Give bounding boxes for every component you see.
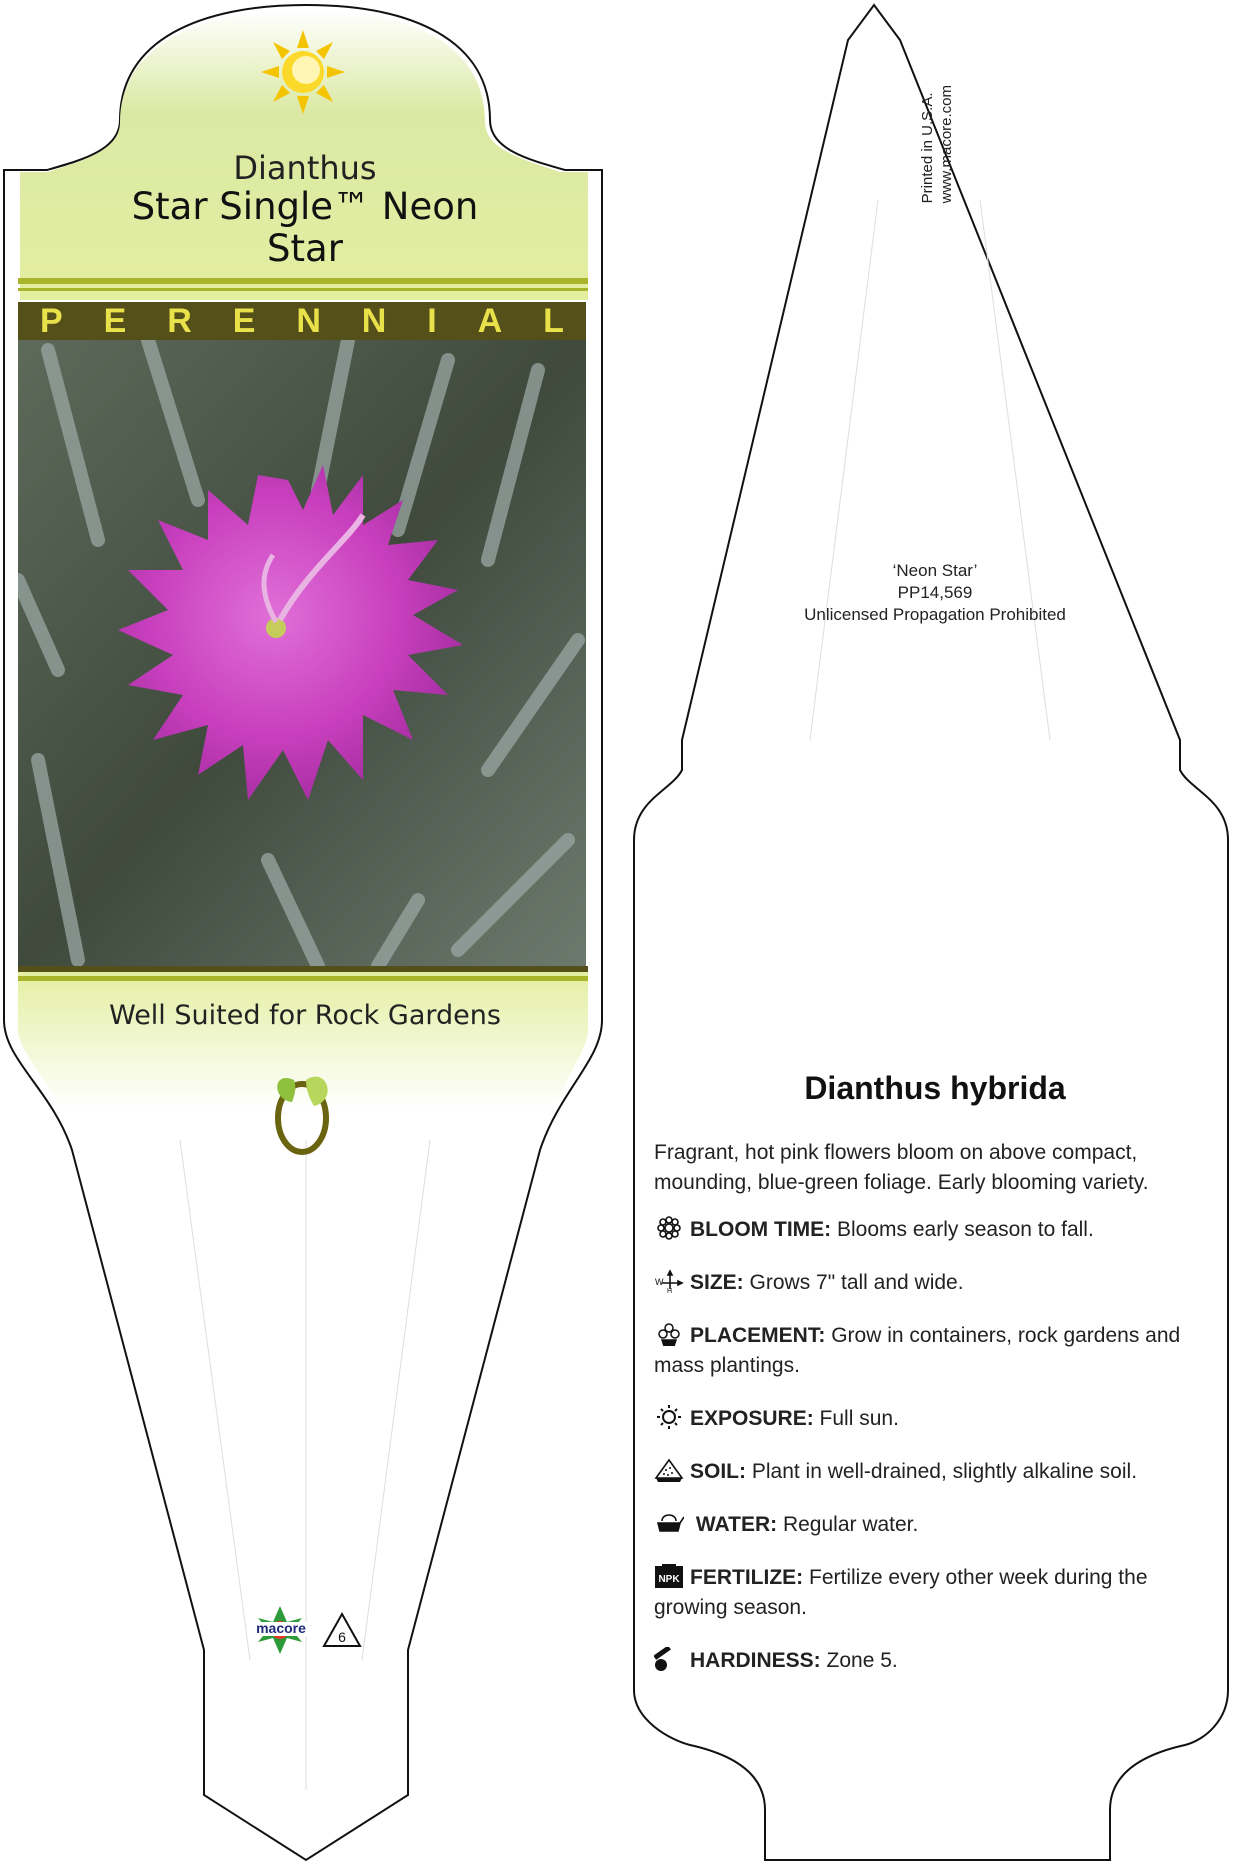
category-letter: N <box>361 301 387 340</box>
category-letter: N <box>296 301 321 340</box>
attr-label: FERTILIZE: <box>690 1566 804 1589</box>
cultivar-name-line2: Star <box>267 227 343 270</box>
attr-soil <box>654 1457 1214 1487</box>
front-bottom-fill <box>18 968 588 1110</box>
attr-text: Full sun. <box>819 1407 899 1430</box>
category-label <box>18 302 586 340</box>
recycle-code: 6 <box>338 1629 346 1645</box>
patent-block <box>700 560 1170 626</box>
attr-water <box>654 1510 1214 1540</box>
brand-name: macore <box>256 1620 306 1636</box>
npk-icon <box>654 1564 684 1588</box>
macore-logo <box>246 1600 366 1660</box>
attr-text: Regular water. <box>782 1513 919 1536</box>
attr-text: Fertilize every other week during the growing season. <box>654 1566 1148 1619</box>
attr-text: Blooms early season to fall. <box>837 1218 1094 1241</box>
svg-text:NPK: NPK <box>658 1574 680 1585</box>
title-block <box>20 150 590 270</box>
flower-icon <box>654 1216 684 1240</box>
print-credit <box>918 85 956 203</box>
attr-label: WATER: <box>695 1513 778 1536</box>
genus-name: Dianthus <box>233 149 377 187</box>
sun-icon <box>261 30 345 114</box>
category-letter: L <box>543 301 564 340</box>
patent-number: PP14,569 <box>897 583 973 602</box>
attr-label: SOIL: <box>690 1460 746 1483</box>
category-letter: E <box>232 301 256 340</box>
patent-name: ‘Neon Star’ <box>892 561 978 580</box>
attr-fertilize <box>654 1563 1214 1623</box>
attr-label: PLACEMENT: <box>690 1324 826 1347</box>
attr-label: BLOOM TIME: <box>690 1218 832 1241</box>
category-letter: E <box>103 301 127 340</box>
soil-icon <box>654 1458 684 1482</box>
attr-text: Grow in containers, rock gardens and mass plantings. <box>654 1324 1181 1377</box>
svg-text:H: H <box>667 1288 673 1293</box>
category-letter: I <box>427 301 437 340</box>
svg-text:W: W <box>655 1277 664 1287</box>
category-letter: P <box>40 301 63 340</box>
description: Fragrant, hot pink flowers bloom on above compact, mounding, blue-green foliage. Early blooming variety. <box>654 1141 1149 1194</box>
website: www.macore.com <box>938 85 955 204</box>
cultivar-name-line1: Star Single™ Neon <box>131 185 479 228</box>
attr-placement <box>654 1321 1214 1381</box>
size-arrows-icon <box>654 1269 684 1293</box>
attr-bloom-time <box>654 1215 1214 1245</box>
attr-label: SIZE: <box>690 1271 744 1294</box>
patent-notice: Unlicensed Propagation Prohibited <box>804 605 1066 624</box>
attr-hardiness <box>654 1646 1214 1676</box>
attr-label: EXPOSURE: <box>690 1407 814 1430</box>
recycle-icon <box>324 1614 360 1646</box>
plants-icon <box>654 1322 684 1346</box>
tagline: Well Suited for Rock Gardens <box>109 1000 501 1031</box>
watering-can-icon <box>654 1511 684 1535</box>
sun-outline-icon <box>654 1405 684 1429</box>
category-letter: R <box>167 301 192 340</box>
attr-label: HARDINESS: <box>690 1649 821 1672</box>
attr-text: Plant in well-drained, slightly alkaline soil. <box>751 1460 1138 1483</box>
species-name: Dianthus hybrida <box>804 1070 1066 1106</box>
category-letter: A <box>477 301 503 340</box>
printed-in: Printed in U.S.A. <box>919 92 936 204</box>
attr-text: Grows 7" tall and wide. <box>749 1271 964 1294</box>
attr-exposure <box>654 1404 1214 1434</box>
attr-text: Zone 5. <box>826 1649 898 1672</box>
attr-size <box>654 1268 1214 1298</box>
flower-photo <box>18 340 586 966</box>
thermometer-icon <box>654 1647 684 1671</box>
